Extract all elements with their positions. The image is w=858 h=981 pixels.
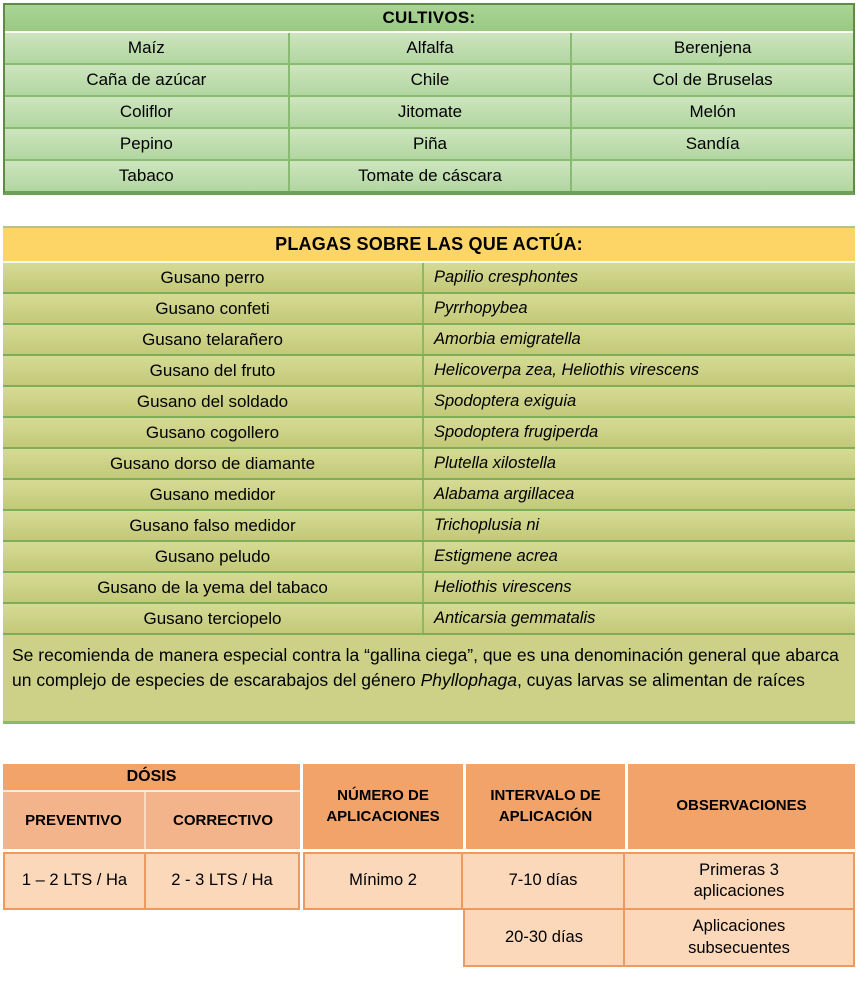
cultivos-grid xyxy=(5,33,853,191)
crop-cell: Sandía xyxy=(570,127,853,159)
pest-scientific-cell: Heliothis virescens xyxy=(424,573,855,602)
pest-scientific-cell: Helicoverpa zea, Heliothis virescens xyxy=(424,356,855,385)
crop-cell: Caña de azúcar xyxy=(5,63,288,95)
intervalo-header: INTERVALO DE APLICACIÓN xyxy=(466,764,625,849)
dosis-subheader-row xyxy=(3,792,300,849)
dosis-title: DÓSIS xyxy=(3,764,300,792)
observaciones-value-cell: Primeras 3 aplicaciones xyxy=(625,852,855,910)
preventivo-header: PREVENTIVO xyxy=(3,792,146,849)
note-text-genus: Phyllophaga xyxy=(420,670,517,691)
note-text-after: , cuyas larvas se alimentan de raíces xyxy=(516,670,805,691)
dosis-table xyxy=(3,764,855,967)
pest-scientific-cell: Plutella xilostella xyxy=(424,449,855,478)
dosis-left-header-group xyxy=(3,764,300,849)
note-text-before: Se recomienda de manera especial contra la “gallina ciega”, que es una denominación general que abarca un complejo de especies de escarabajos del género xyxy=(12,645,839,691)
pest-scientific-cell: Estigmene acrea xyxy=(424,542,855,571)
crop-cell: Pepino xyxy=(5,127,288,159)
pest-row xyxy=(3,385,855,416)
observaciones-header: OBSERVACIONES xyxy=(628,764,855,849)
crop-cell: Tomate de cáscara xyxy=(288,159,571,191)
plagas-table-title: PLAGAS SOBRE LAS QUE ACTÚA: xyxy=(3,228,855,263)
pest-name-cell: Gusano del fruto xyxy=(3,356,424,385)
pest-row xyxy=(3,354,855,385)
intervalo-value-cell: 20-30 días xyxy=(463,910,625,967)
num-aplicaciones-header: NÚMERO DE APLICACIONES xyxy=(303,764,463,849)
pest-scientific-cell: Anticarsia gemmatalis xyxy=(424,604,855,633)
pest-row xyxy=(3,602,855,633)
pest-name-cell: Gusano perro xyxy=(3,263,424,292)
cultivos-table xyxy=(3,3,855,195)
crop-cell: Coliflor xyxy=(5,95,288,127)
preventivo-value-cell: 1 – 2 LTS / Ha xyxy=(3,852,146,910)
crop-cell-empty xyxy=(570,159,853,191)
dosis-data-row xyxy=(3,852,855,910)
crop-cell: Berenjena xyxy=(570,33,853,63)
correctivo-header: CORRECTIVO xyxy=(146,792,300,849)
pest-scientific-cell: Pyrrhopybea xyxy=(424,294,855,323)
dosis-body xyxy=(3,852,855,967)
crop-cell: Alfalfa xyxy=(288,33,571,63)
cultivos-table-title: CULTIVOS: xyxy=(5,5,853,33)
correctivo-value-cell: 2 - 3 LTS / Ha xyxy=(146,852,300,910)
num-value-cell: Mínimo 2 xyxy=(303,852,463,910)
pest-name-cell: Gusano medidor xyxy=(3,480,424,509)
crop-cell: Tabaco xyxy=(5,159,288,191)
pest-scientific-cell: Spodoptera exiguia xyxy=(424,387,855,416)
crop-cell: Piña xyxy=(288,127,571,159)
pest-name-cell: Gusano peludo xyxy=(3,542,424,571)
dosis-header-row xyxy=(3,764,855,849)
pest-name-cell: Gusano telarañero xyxy=(3,325,424,354)
intervalo-value-cell: 7-10 días xyxy=(463,852,625,910)
pest-name-cell: Gusano cogollero xyxy=(3,418,424,447)
pest-scientific-cell: Amorbia emigratella xyxy=(424,325,855,354)
observaciones-value-cell: Aplicaciones subsecuentes xyxy=(625,910,855,967)
pest-name-cell: Gusano de la yema del tabaco xyxy=(3,573,424,602)
crop-cell: Jitomate xyxy=(288,95,571,127)
pest-name-cell: Gusano dorso de diamante xyxy=(3,449,424,478)
pest-row xyxy=(3,292,855,323)
dosis-data-row xyxy=(3,910,855,967)
pest-row xyxy=(3,447,855,478)
pest-name-cell: Gusano terciopelo xyxy=(3,604,424,633)
pest-row xyxy=(3,509,855,540)
pest-name-cell: Gusano falso medidor xyxy=(3,511,424,540)
pest-row xyxy=(3,571,855,602)
pest-row xyxy=(3,540,855,571)
pest-scientific-cell: Papilio cresphontes xyxy=(424,263,855,292)
pest-scientific-cell: Spodoptera frugiperda xyxy=(424,418,855,447)
crop-cell: Maíz xyxy=(5,33,288,63)
crop-cell: Col de Bruselas xyxy=(570,63,853,95)
plagas-table xyxy=(3,226,855,724)
plagas-note xyxy=(3,633,855,721)
pest-row xyxy=(3,478,855,509)
pest-name-cell: Gusano del soldado xyxy=(3,387,424,416)
crop-cell: Melón xyxy=(570,95,853,127)
pest-scientific-cell: Trichoplusia ni xyxy=(424,511,855,540)
empty-spacer xyxy=(3,910,463,967)
pest-row xyxy=(3,263,855,292)
pest-name-cell: Gusano confeti xyxy=(3,294,424,323)
crop-cell: Chile xyxy=(288,63,571,95)
pest-row xyxy=(3,416,855,447)
pest-scientific-cell: Alabama argillacea xyxy=(424,480,855,509)
pest-row xyxy=(3,323,855,354)
